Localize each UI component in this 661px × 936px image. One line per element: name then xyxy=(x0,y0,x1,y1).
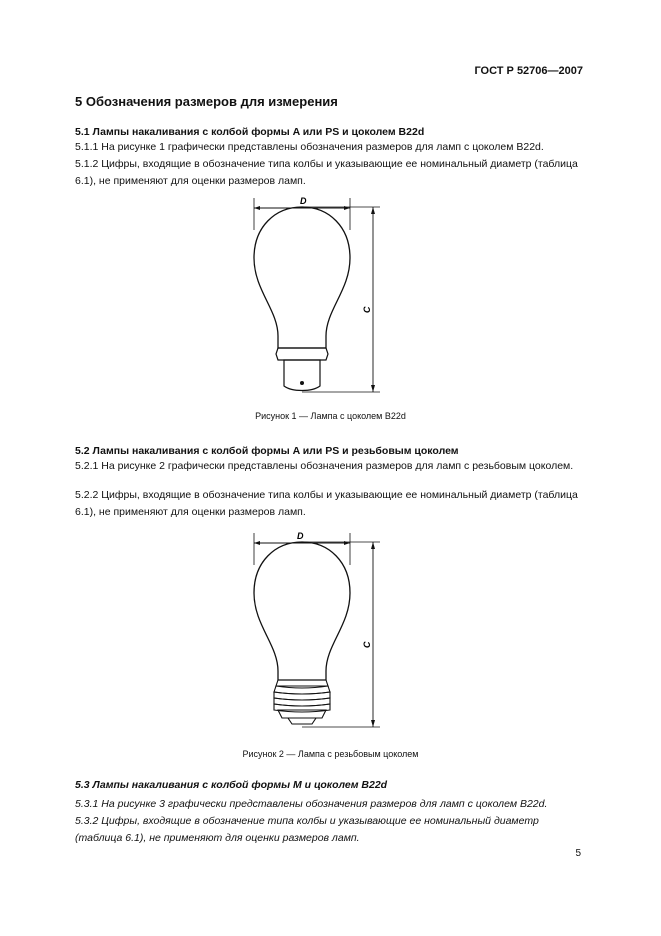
paragraph-5-3-2: 5.3.2 Цифры, входящие в обозначение типа колбы и указывающие ее номинальный диаметр (таблица 6.1), не применяют для оценки размеров ламп. xyxy=(75,815,539,844)
dimension-d-label: D xyxy=(297,531,304,541)
subsection-5-3-title: 5.3 Лампы накаливания с колбой формы M и цоколем B22d xyxy=(75,779,388,791)
dimension-c-label: C xyxy=(362,641,372,648)
page-number: 5 xyxy=(575,848,581,859)
paragraph-5-2-2: 5.2.2 Цифры, входящие в обозначение типа колбы и указывающие ее номинальный диаметр (таблица 6.1), не применяют для оценки размеров ламп. xyxy=(75,489,578,518)
screw-base xyxy=(274,680,330,724)
paragraph-5-2-1: 5.2.1 На рисунке 2 графически представлены обозначения размеров для ламп с резьбовым цоколем. xyxy=(75,460,574,472)
paragraph-5-3-1: 5.3.1 На рисунке 3 графически представлены обозначения размеров для ламп с цоколем B22d. xyxy=(75,798,548,810)
section-title: 5 Обозначения размеров для измерения xyxy=(75,94,338,109)
figure-1-caption: Рисунок 1 — Лампа с цоколем B22d xyxy=(255,411,406,421)
paragraph-5-1-1: 5.1.1 На рисунке 1 графически представлены обозначения размеров для ламп с цоколем B22d. xyxy=(75,141,544,153)
figure-2-caption: Рисунок 2 — Лампа с резьбовым цоколем xyxy=(242,749,419,759)
document-header: ГОСТ Р 52706—2007 xyxy=(474,65,583,77)
dimension-c-label: C xyxy=(362,306,372,313)
paragraph-5-1-2: 5.1.2 Цифры, входящие в обозначение типа колбы и указывающие ее номинальный диаметр (таблица 6.1), не применяют для оценки размеров ламп. xyxy=(75,158,578,187)
figure-1-lamp-b22d xyxy=(240,190,390,400)
bulb-outline xyxy=(254,207,350,348)
subsection-5-1-title: 5.1 Лампы накаливания с колбой формы A или PS и цоколем B22d xyxy=(75,126,425,138)
bulb-outline xyxy=(254,542,350,680)
dimension-d-label: D xyxy=(300,196,307,206)
subsection-5-2-title: 5.2 Лампы накаливания с колбой формы A или PS и резьбовым цоколем xyxy=(75,445,459,457)
b22d-base xyxy=(276,348,328,360)
figure-2-lamp-screw xyxy=(240,525,390,737)
